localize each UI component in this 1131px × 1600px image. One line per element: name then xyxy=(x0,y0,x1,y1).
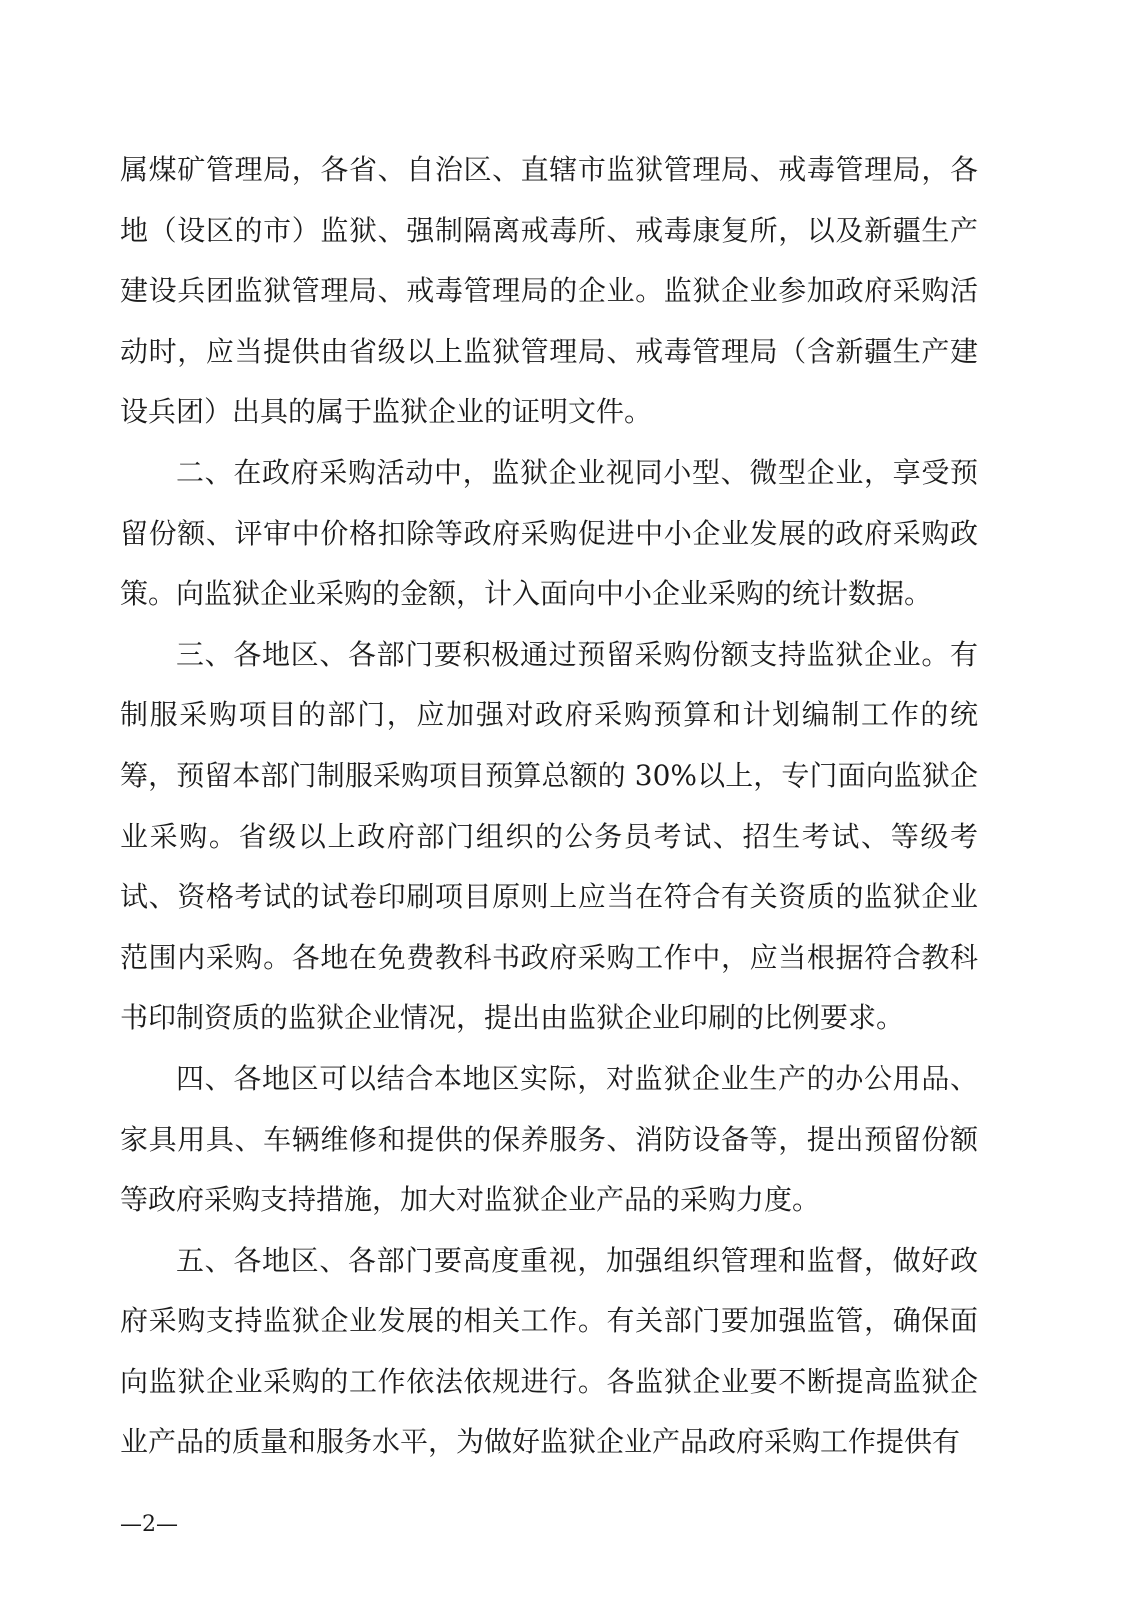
document-body xyxy=(120,140,978,1473)
paragraph-continuation: 属煤矿管理局，各省、自治区、直辖市监狱管理局、戒毒管理局，各地（设区的市）监狱、强制隔离戒毒所、戒毒康复所，以及新疆生产建设兵团监狱管理局、戒毒管理局的企业。监狱企业参加政府采购活动时，应当提供由省级以上监狱管理局、戒毒管理局（含新疆生产建设兵团）出具的属于监狱企业的证明文件。 xyxy=(120,153,978,429)
paragraph-item-3: 三、各地区、各部门要积极通过预留采购份额支持监狱企业。有制服采购项目的部门，应加强对政府采购预算和计划编制工作的统筹，预留本部门制服采购项目预算总额的 30%以上，专门面向监狱企业采购。省级以上政府部门组织的公务员考试、招生考试、等级考试、资格考试的试卷印刷项目原则上应当在符合有关资质的监狱企业范围内采购。各地在免费教科书政府采购工作中，应当根据符合教科书印制资质的监狱企业情况，提出由监狱企业印刷的比例要求。 xyxy=(120,637,978,1035)
paragraph-item-4: 四、各地区可以结合本地区实际，对监狱企业生产的办公用品、家具用具、车辆维修和提供的保养服务、消防设备等，提出预留份额等政府采购支持措施，加大对监狱企业产品的采购力度。 xyxy=(120,1061,978,1217)
page-number: —2— xyxy=(120,1512,178,1537)
paragraph-item-2: 二、在政府采购活动中，监狱企业视同小型、微型企业，享受预留份额、评审中价格扣除等政府采购促进中小企业发展的政府采购政策。向监狱企业采购的金额，计入面向中小企业采购的统计数据。 xyxy=(120,455,978,611)
paragraph-item-5: 五、各地区、各部门要高度重视，加强组织管理和监督，做好政府采购支持监狱企业发展的相关工作。有关部门要加强监管，确保面向监狱企业采购的工作依法依规进行。各监狱企业要不断提高监狱企业产品的质量和服务水平，为做好监狱企业产品政府采购工作提供有 xyxy=(120,1243,978,1459)
